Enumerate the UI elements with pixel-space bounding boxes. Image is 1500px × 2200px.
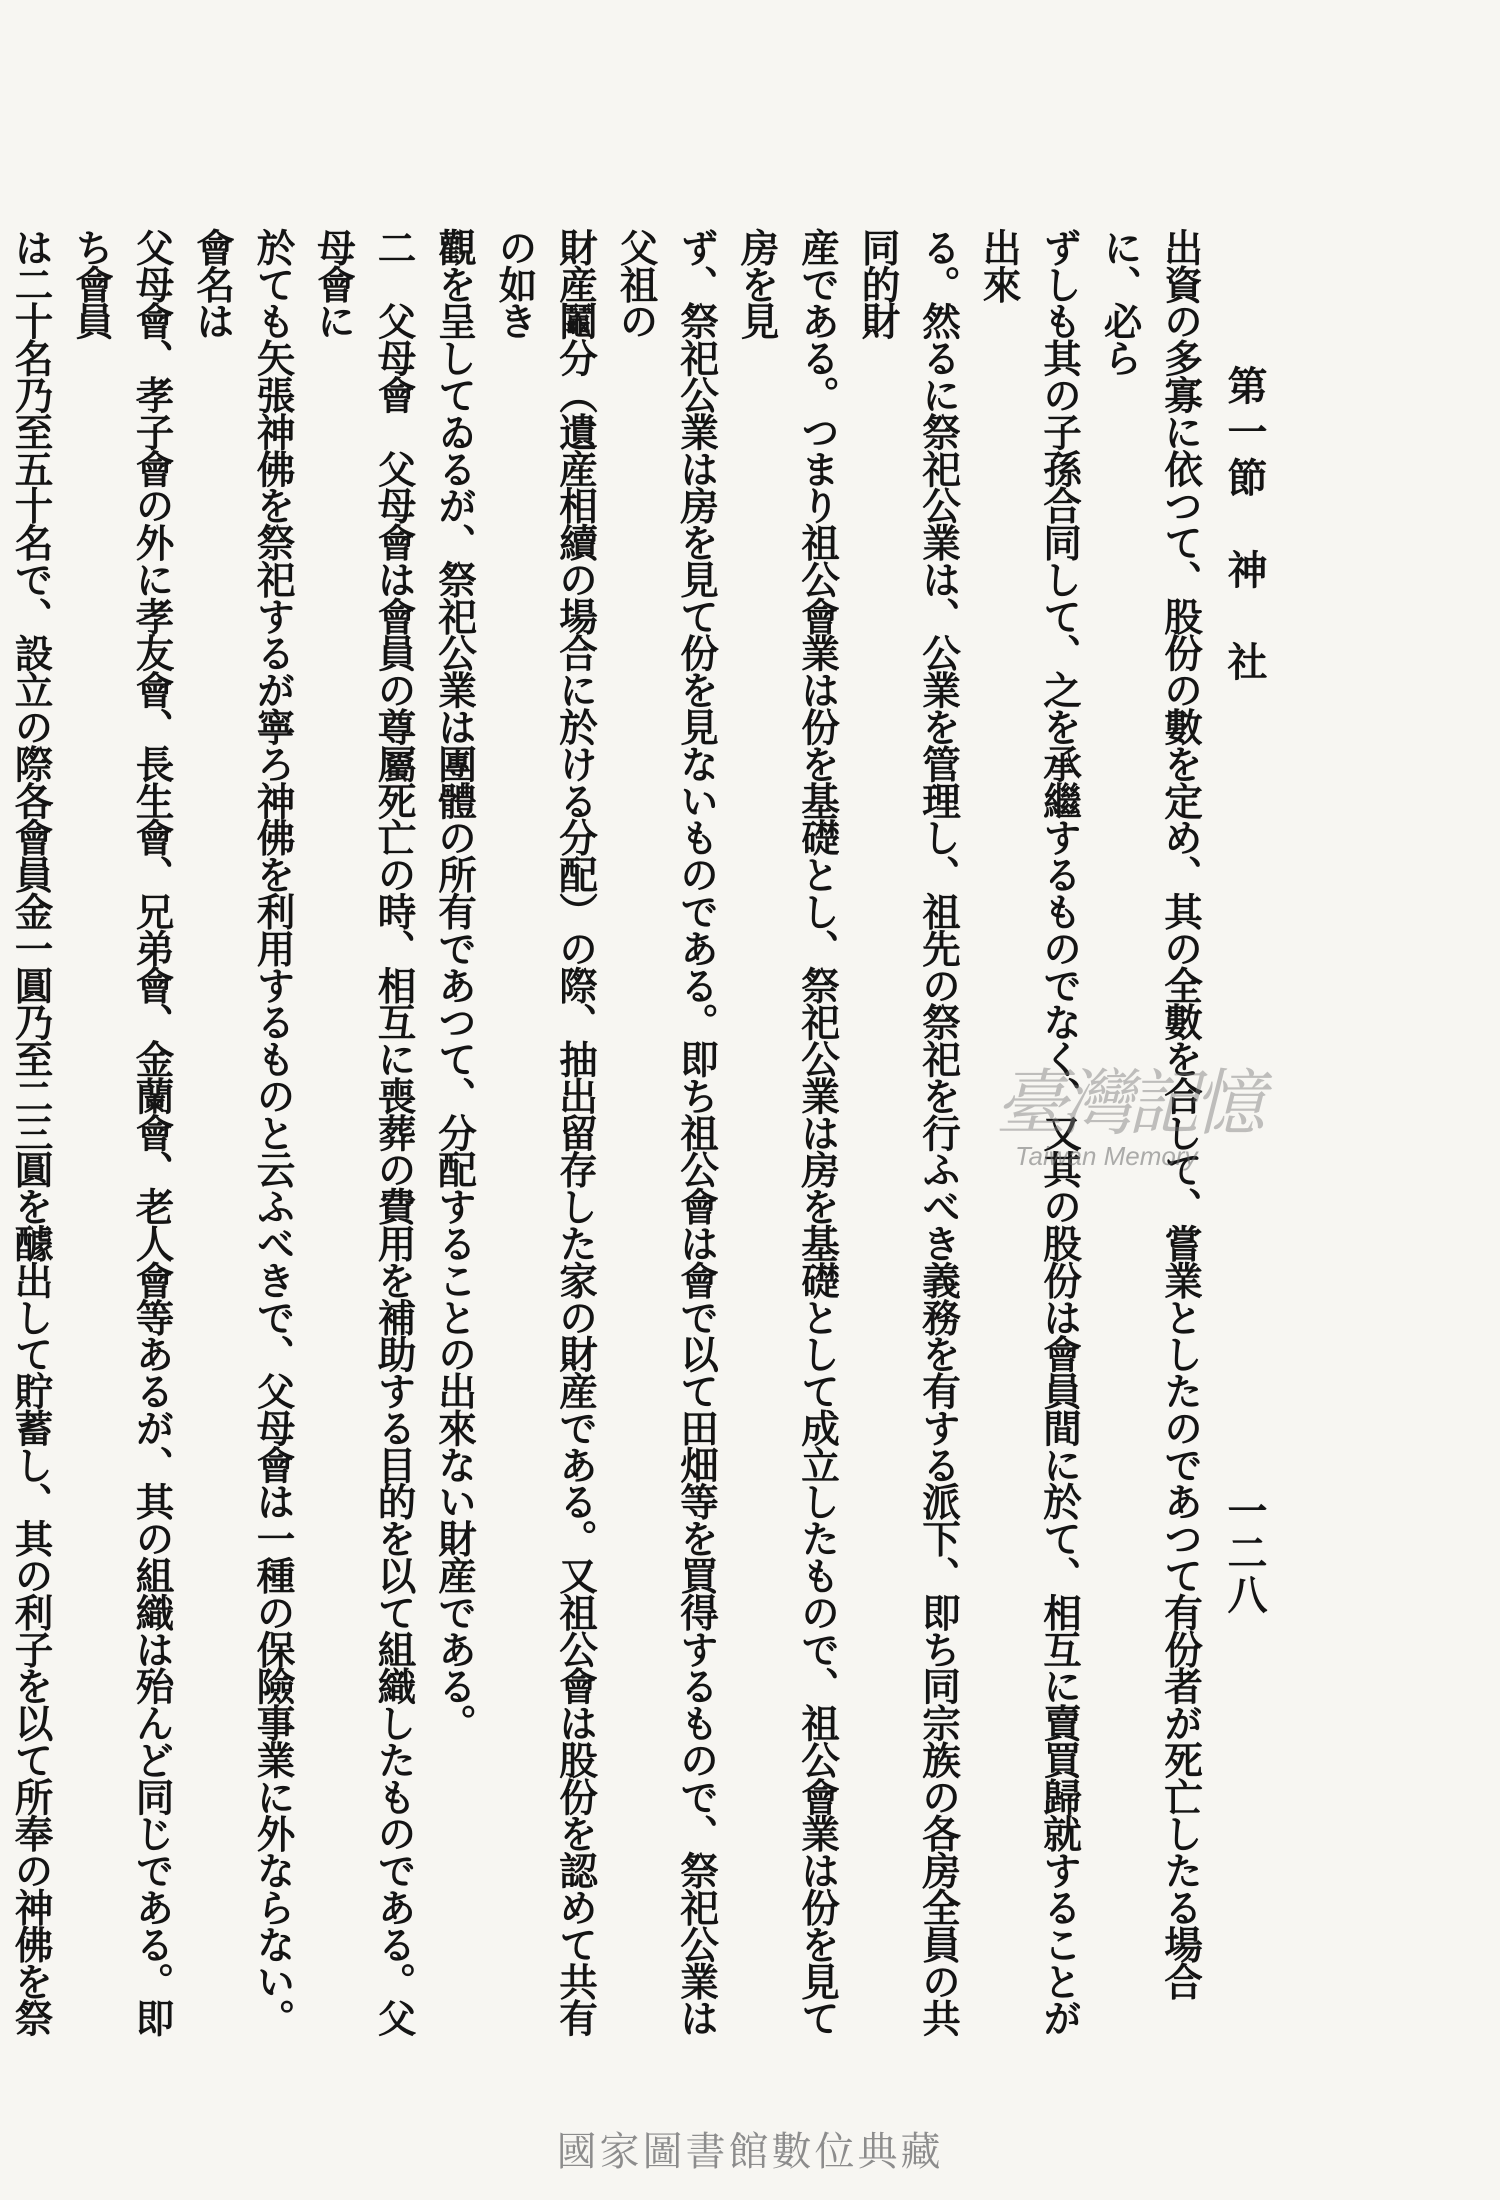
text-line: ずしも其の子孫合同して、之を承繼するものでなく、又其の股份は會員間に於て、相互に賣買歸就することが出來	[976, 228, 1082, 2036]
text-line: は二十名乃至五十名で、設立の際各會員金一圓乃至二三圓を醵出して貯蓄し、其の利子を以て所奉の神佛を祭	[8, 228, 54, 2036]
text-line: ず、祭祀公業は房を見て份を見ないものである。即ち祖公會は會で以て田畑等を買得するもので、祭祀公業は父祖の	[613, 228, 719, 2036]
text-line: る。然るに祭祀公業は、公業を管理し、祖先の祭祀を行ふべき義務を有する派下、即ち同宗族の各房全員の共同的財	[855, 228, 961, 2036]
section-heading-line: 二 父母會 父母會は會員の尊屬死亡の時、相互に喪葬の費用を補助する目的を以て組織したものである。父母會に	[311, 228, 417, 2036]
watermark-latin: Taiwan Memory	[1015, 1141, 1198, 1171]
footer-credit: 國家圖書館數位典藏	[556, 2129, 944, 2175]
text-line: 於ても矢張神佛を祭祀するが寧ろ神佛を利用するものと云ふべきで、父母會は一種の保險事業に外ならない。會名は	[190, 228, 296, 2036]
text-line: 父母會、孝子會の外に孝友會、長生會、兄弟會、金蘭會、老人會等あるが、其の組織は殆んど同じである。即ち會員	[69, 228, 175, 2036]
text-line: 産である。つまり祖公會業は份を基礎とし、祭祀公業は房を基礎として成立したもので、祖公會業は份を見て房を見	[734, 228, 840, 2036]
watermark-script: 臺灣記憶	[995, 1061, 1260, 1145]
text-line: 財産鬮分（遺産相續の場合に於ける分配）の際、抽出留存した家の財産である。又祖公會は股份を認めて共有の如き	[492, 228, 598, 2036]
page-number: 一二八	[1221, 1490, 1268, 1616]
running-head: 第一節 神 社	[1221, 365, 1268, 687]
text-line: 觀を呈してゐるが、祭祀公業は團體の所有であつて、分配することの出來ない財産である。	[432, 228, 477, 1741]
watermark-logo	[995, 1045, 1260, 1205]
text-line: 出資の多寡に依つて、股份の數を定め、其の全數を合して、嘗業としたのであつて有份者が死亡したる場合に、必ら	[1097, 228, 1203, 1999]
